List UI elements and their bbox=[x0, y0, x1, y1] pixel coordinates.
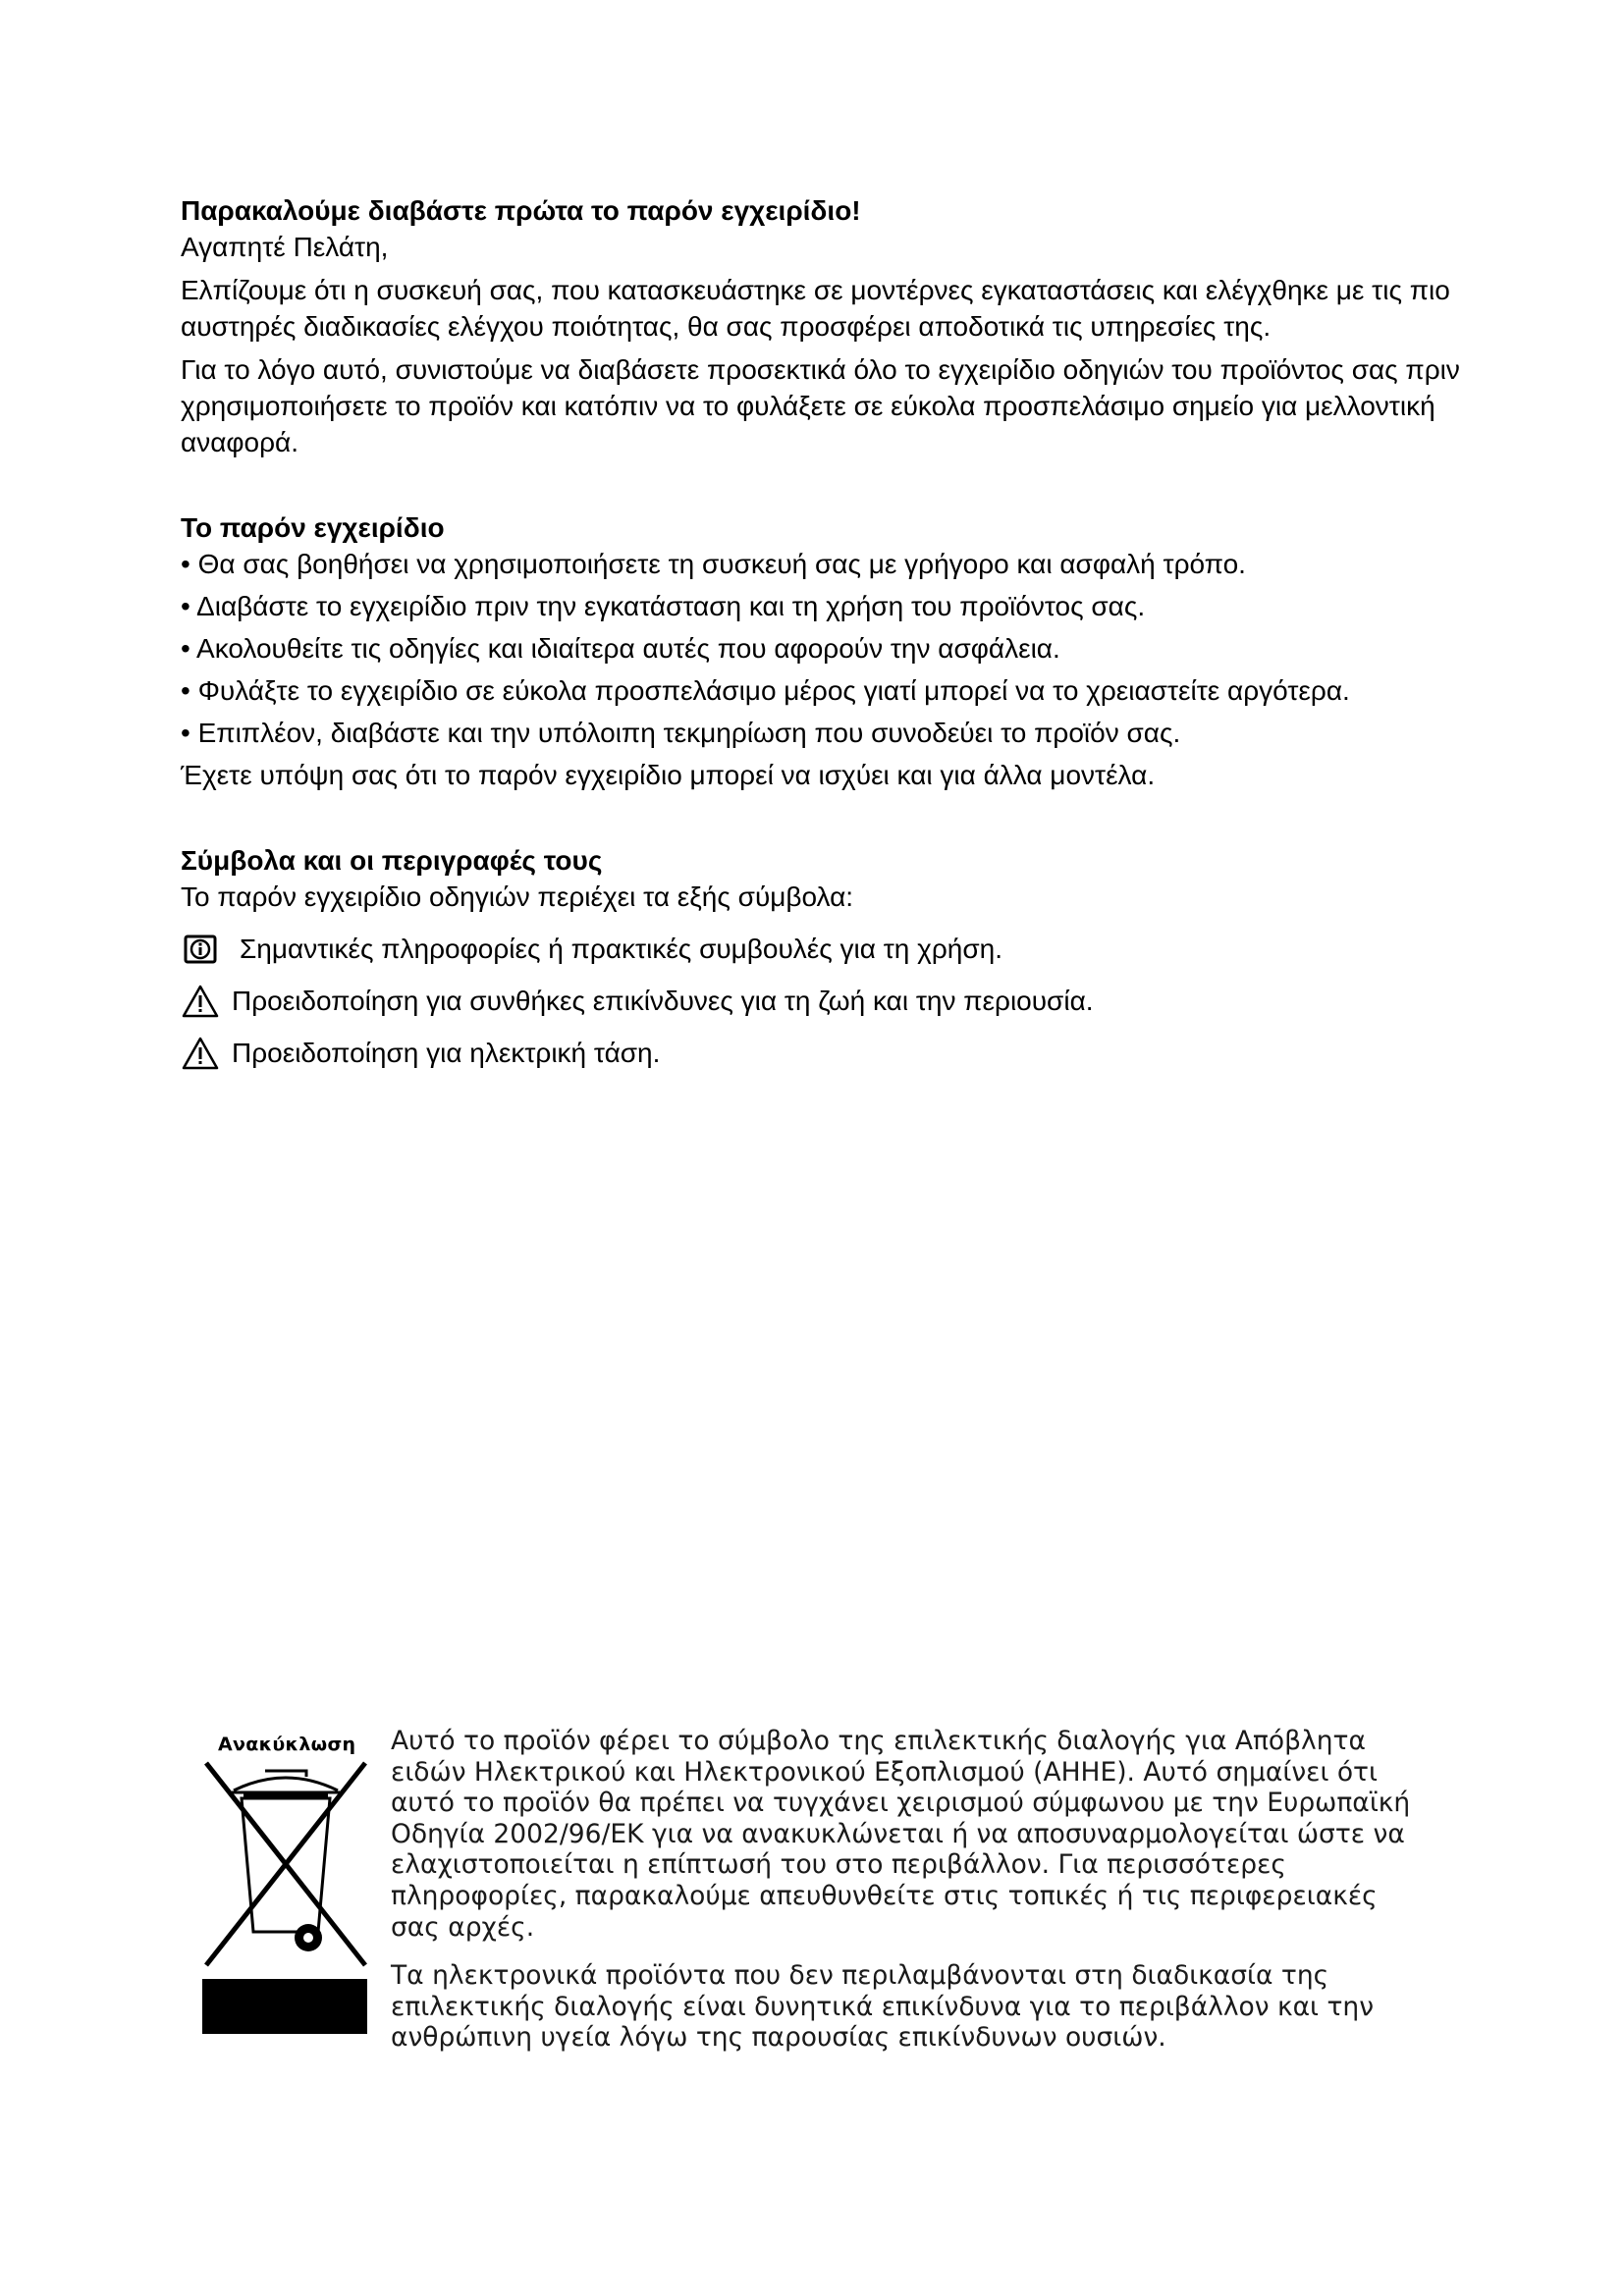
black-bar bbox=[202, 1979, 367, 2034]
symbol-row-voltage bbox=[181, 1035, 1477, 1071]
main-text bbox=[181, 192, 1477, 1071]
warning-triangle-icon bbox=[181, 985, 220, 1018]
intro-paragraph-1: Ελπίζουμε ότι η συσκευή σας, που κατασκευάστηκε σε μοντέρνες εγκαταστάσεις και ελέγχθηκε με τις πιο αυστηρές διαδικασίες ελέγχου ποιότητας, θα σας προσφέρει αποδοτικά τις υπηρεσίες της. bbox=[181, 275, 1450, 342]
recycling-label: Ανακύκλωση bbox=[218, 1734, 356, 1755]
info-icon bbox=[181, 933, 220, 966]
symbol-warning-text: Προειδοποίηση για συνθήκες επικίνδυνες για τη ζωή και την περιουσία. bbox=[232, 986, 1094, 1016]
intro-paragraph-2: Για το λόγο αυτό, συνιστούμε να διαβάσετε προσεκτικά όλο το εγχειρίδιο οδηγιών του προϊόντος σας πριν χρησιμοποιήσετε το προϊόν και κατόπιν να το φυλάξετε σε εύκολα προσπελάσιμο σημείο για μελλοντική αναφορά. bbox=[181, 354, 1460, 457]
intro-heading: Παρακαλούμε διαβάστε πρώτα το παρόν εγχειρίδιο! bbox=[181, 195, 861, 226]
symbol-voltage-text: Προειδοποίηση για ηλεκτρική τάση. bbox=[232, 1038, 661, 1068]
symbols-heading: Σύμβολα και οι περιγραφές τους bbox=[181, 845, 603, 876]
recycling-paragraph-1: Αυτό το προϊόν φέρει το σύμβολο της επιλεκτικής διαλογής για Απόβλητα ειδών Ηλεκτρικού και Ηλεκτρονικού Εξοπλισμού (ΑΗΗΕ). Αυτό σημαίνει ότι αυτό το προϊόν θα πρέπει να τυγχάνει χειρισμού σύμφωνου με την Ευρωπαϊκή Οδηγία 2002/96/ΕΚ για να ανακυκλώνεται ή να αποσυναρμολογείται ώστε να ελαχιστοποιείται η επίπτωσή του στο περιβάλλον. Για περισσότερες πληροφορίες, παρακαλούμε απευθυνθείτε στις τοπικές ή τις περιφερειακές σας αρχές. bbox=[391, 1726, 1411, 1943]
recycling-text bbox=[391, 1726, 1432, 2054]
symbols-intro: Το παρόν εγχειρίδιο οδηγιών περιέχει τα εξής σύμβολα: bbox=[181, 881, 854, 912]
crossed-out-wheelie-bin-icon bbox=[204, 1757, 367, 1973]
manual-heading: Το παρόν εγχειρίδιο bbox=[181, 512, 445, 543]
bullet-item: • Ακολουθείτε τις οδηγίες και ιδιαίτερα αυτές που αφορούν την ασφάλεια. bbox=[181, 633, 1060, 664]
symbol-row-info bbox=[181, 931, 1477, 967]
greeting: Αγαπητέ Πελάτη, bbox=[181, 232, 389, 262]
bullet-item: • Θα σας βοηθήσει να χρησιμοποιήσετε τη συσκευή σας με γρήγορο και ασφαλή τρόπο. bbox=[181, 549, 1246, 579]
bullet-item: • Διαβάστε το εγχειρίδιο πριν την εγκατάσταση και τη χρήση του προϊόντος σας. bbox=[181, 591, 1146, 621]
bullet-item: • Φυλάξτε το εγχειρίδιο σε εύκολα προσπελάσιμο μέρος γιατί μπορεί να το χρειαστείτε αργότερα. bbox=[181, 675, 1350, 706]
manual-note: Έχετε υπόψη σας ότι το παρόν εγχειρίδιο μπορεί να ισχύει και για άλλα μοντέλα. bbox=[181, 760, 1156, 790]
bullet-item: • Επιπλέον, διαβάστε και την υπόλοιπη τεκμηρίωση που συνοδεύει το προϊόν σας. bbox=[181, 718, 1181, 748]
symbol-row-warning bbox=[181, 983, 1477, 1019]
recycling-paragraph-2: Τα ηλεκτρονικά προϊόντα που δεν περιλαμβάνονται στη διαδικασία της επιλεκτικής διαλογής είναι δυνητικά επικίνδυνα για το περιβάλλον και την ανθρώπινη υγεία λόγω της παρουσίας επικίνδυνων ουσιών. bbox=[391, 1960, 1374, 2054]
warning-triangle-icon bbox=[181, 1037, 220, 1070]
symbol-info-text: Σημαντικές πληροφορίες ή πρακτικές συμβουλές για τη χρήση. bbox=[240, 934, 1002, 964]
